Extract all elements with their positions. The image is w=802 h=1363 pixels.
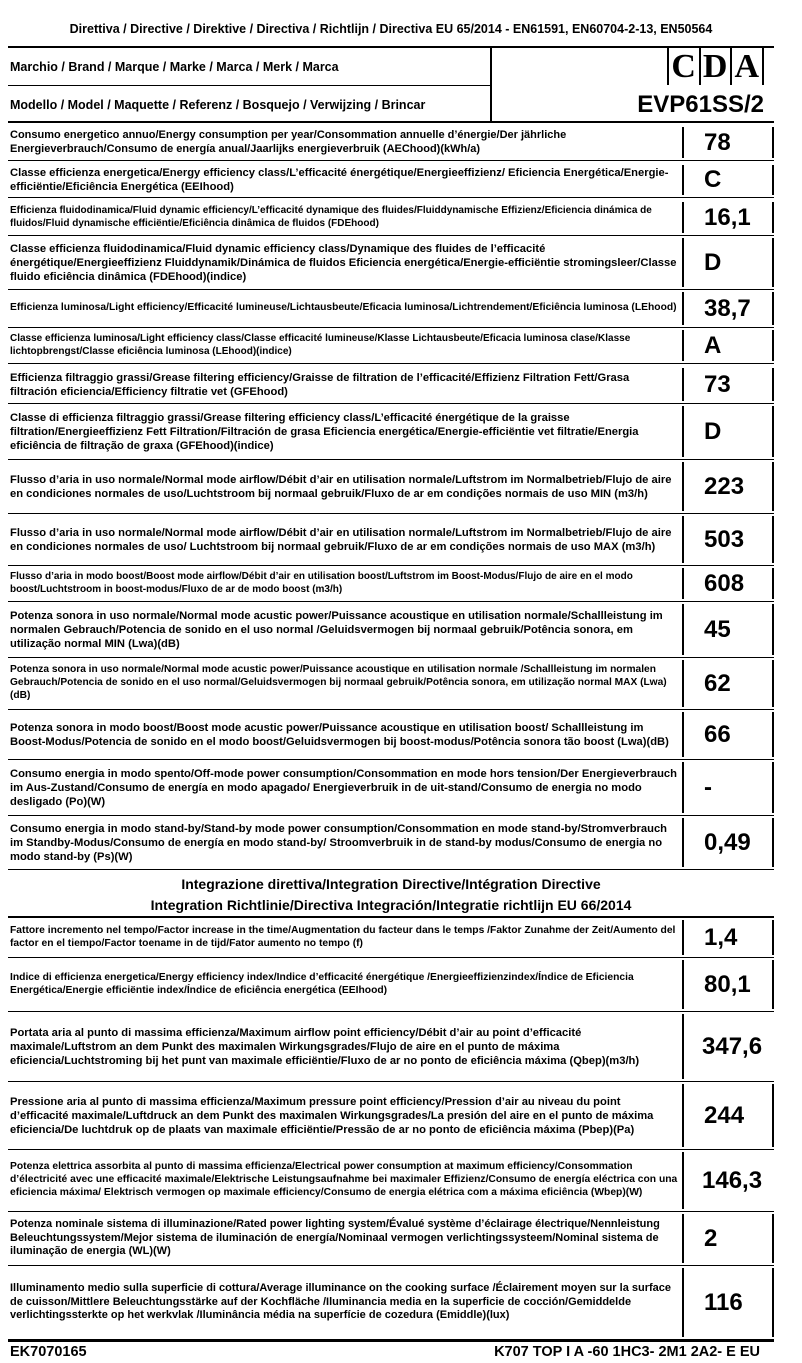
table-row	[8, 236, 774, 290]
row-label: Efficienza fluidodinamica/Fluid dynamic efficiency/L’efficacité dynamique des fluides/Fluiddynamische Effizienz/Eficiencia dinámica de fluidos/Fluid dynamische efficiëntie/Eficiência dinâmica de fluidos (FDEhood)	[10, 205, 652, 229]
table-row	[8, 1082, 774, 1150]
row-label: Classe di efficienza filtraggio grassi/Grease filtering efficiency class/L’efficacité énergétique de la graisse filtration/Energieeffizienz Fett Filtration/Filtración de grasa Eficiencia energética/Energie-efficiëntie vet filtratie/Energia eficiência de filtração de graxa (GFEhood)(indice)	[10, 411, 639, 452]
row-value: 0,49	[682, 818, 774, 867]
row-value: 2	[682, 1214, 774, 1263]
row-value: A	[682, 330, 774, 361]
model-value-cell	[494, 86, 774, 123]
table-row	[8, 710, 774, 760]
row-label: Potenza sonora in uso normale/Normal mode acustic power/Puissance acoustique en utilisation normale /Schallleistung im normalen Gebrauch/Potencia de sonido en el uso normal/Geluidsvermogen bij normaal gebruik/Potência sonora, em utilização normal MAX (Lwa)(dB)	[10, 664, 667, 701]
row-label: Pressione aria al punto di massima efficienza/Maximum pressure point efficiency/Pression d’air au niveau du point d’efficacité maximale/Luftdruck an dem Punkt des maximalen Wirkungsgrades/La presión del aire en el punto de máxima eficiencia/De luchtdruk op de plaats van maximale efficiëntie/Pressão de ar no ponto de eficiência máxima (Pbep)(Pa)	[10, 1095, 654, 1136]
row-value: -	[682, 762, 774, 813]
row-label: Potenza elettrica assorbita al punto di massima efficienza/Electrical power consumption at maximum efficiency/Consommation d’électricité avec une efficacité maximale/Elektrische Leistungsaufnahme bei maximaler Effizienz/Consumo de energía eléctrica con una eficiencia máxima/ Elektrisch vermogen op maximale efficiency/Consumo de energia elétrica com a máxima eficiência (Wbep)(W)	[10, 1161, 678, 1198]
table-row	[8, 958, 774, 1012]
row-value: 66	[682, 712, 774, 757]
brand-model-block	[8, 46, 774, 123]
row-value: 503	[682, 516, 774, 563]
row-value: 146,3	[682, 1152, 774, 1209]
row-value: C	[682, 165, 774, 195]
table-row	[8, 328, 774, 364]
table-row	[8, 760, 774, 816]
row-label: Classe efficienza luminosa/Light efficiency class/Classe efficacité lumineuse/Klasse Lichtausbeute/Eficacia luminosa clase/Klasse lichtopbrengst/Classe eficiência luminosa (LEhood)(indice)	[10, 333, 631, 357]
row-label: Potenza sonora in modo boost/Boost mode acustic power/Puissance acoustique en utilisation boost/ Schallleistung im Boost-Modus/Potencia de sonido en el modo boost/Geluidsvermogen bij boost-modus/Potência sonora tão boost (Lwa)(dB)	[10, 721, 669, 748]
model-label: Modello / Model / Maquette / Referenz / Bosquejo / Verwijzing / Brincar	[8, 86, 492, 123]
row-value: 16,1	[682, 202, 774, 233]
table-row	[8, 1012, 774, 1082]
table-row	[8, 460, 774, 514]
row-value: 608	[682, 568, 774, 599]
energy-label-sheet	[8, 0, 774, 1361]
row-label: Efficienza luminosa/Light efficiency/Efficacité lumineuse/Lichtausbeute/Eficacia luminosa/Lichtrendement/Eficiência luminosa (LEhood)	[10, 302, 677, 314]
footer	[8, 1340, 774, 1363]
row-label: Consumo energia in modo stand-by/Stand-by mode power consumption/Consommation en mode stand-by/Stromverbrauch im Standby-Modus/Consumo de energía en modo stand-by/ Stroomverbruik in de stand-by modus/Consumo de energia no modo stand-by (Ps)(W)	[10, 822, 668, 863]
row-label: Flusso d’aria in modo boost/Boost mode airflow/Débit d’air en utilisation boost/Luftstrom im Boost-Modus/Flujo de aire en el modo boost/Luchtstroom in boost-modus/Fluxo de ar de modo boost (m3/h)	[10, 571, 633, 595]
row-label: Consumo energia in modo spento/Off-mode power consumption/Consommation en mode hors tension/Der Energieverbrauch im Aus-Zustand/Consumo de energía en modo apagado/ Energieverbruik in de uit-stand/Consumo de energia no modo desligado (Po)(W)	[10, 767, 677, 808]
row-label: Illuminamento medio sulla superficie di cottura/Average illuminance on the cooking surface /Éclairement moyen sur la surface de cuisson/Mittlere Beleuchtungsstärke auf der Kochfläche /Iluminancia media en la superficie de cocción/Gemiddelde verlichtingssterkte op het werkvlak /Iluminância média na superfície de cozedura (Emiddle)(lux)	[10, 1281, 672, 1322]
row-label: Potenza sonora in uso normale/Normal mode acustic power/Puissance acoustique en utilisation normale/Schallleistung im normalen Gebrauch/Potencia de sonido en el uso normal /Geluidsvermogen bij normaal gebruik/Potência sonora, em utilização normal MIN (Lwa)(dB)	[10, 609, 663, 650]
row-label: Flusso d’aria in uso normale/Normal mode airflow/Débit d’air en utilisation normale/Luftstrom im Normalbetrieb/Flujo de aire en condiciones normales de uso/Luchtstroom bij normaal gebruik/Fluxo de ar em condições normais de uso MIN (m3/h)	[10, 473, 672, 500]
row-value: 38,7	[682, 292, 774, 325]
table-row	[8, 290, 774, 328]
row-value: 223	[682, 462, 774, 511]
row-value: 1,4	[682, 920, 774, 955]
table-row	[8, 658, 774, 710]
row-value: 73	[682, 368, 774, 401]
table-row	[8, 404, 774, 460]
row-label: Portata aria al punto di massima efficienza/Maximum airflow point efficiency/Débit d’air au point d’efficacité maximale/Luftstrom an dem Punkt des maximalen Wirkungsgrades/Flujo de aire en el punto de máxima eficiencia/Luchtstroming bij het punt van maximale efficiëntie/Fluxo de ar no ponto de eficiência máxima (Qbep)(m3/h)	[10, 1026, 640, 1067]
row-label: Flusso d’aria in uso normale/Normal mode airflow/Débit d’air en utilisation normale/Luftstrom im Normalbetrieb/Flujo de aire en condiciones normales de uso/ Luchtstroom bij normaal gebruik/Fluxo de ar em condições normais de uso MAX (m3/h)	[10, 526, 672, 553]
table-row	[8, 918, 774, 958]
row-value: 62	[682, 660, 774, 707]
footer-model-string: K707 TOP I A -60 1HC3- 2M1 2A2- E EU	[494, 1344, 760, 1360]
table-row	[8, 566, 774, 602]
row-label: Consumo energetico annuo/Energy consumption per year/Consommation annuelle d’énergie/Der jährliche Energieverbrauch/Consumo de energía anual/Jaarlijks energieverbruik (AEChood)(kWh/a)	[10, 128, 567, 155]
table-row	[8, 125, 774, 161]
row-value: 116	[682, 1268, 774, 1337]
directive-header: Direttiva / Directive / Direktive / Directiva / Richtlijn / Directiva EU 65/2014 - EN61591, EN60704-2-13, EN50564	[69, 22, 713, 36]
table-row	[8, 602, 774, 658]
table-row	[8, 1150, 774, 1212]
integration-directive-heading	[8, 874, 774, 918]
row-value: 347,6	[682, 1014, 774, 1079]
logo-letter: A	[730, 48, 764, 85]
row-value: 45	[682, 604, 774, 655]
row-label: Indice di efficienza energetica/Energy efficiency index/Indice d’efficacité énergétique /Energieeffizienzindex/Índice de Eficiencia Energética/Energie efficiëntie index/Índice de eficiência energética (EEIhood)	[10, 971, 634, 996]
table-row	[8, 1266, 774, 1340]
table-row	[8, 1212, 774, 1266]
row-value: D	[682, 238, 774, 287]
table-row	[8, 163, 774, 198]
row-label: Fattore incremento nel tempo/Factor increase in the time/Augmentation du facteur dans le temps /Faktor Zunahme der Zeit/Aumento del factor en el tiempo/Factor toename in de tijd/Fator aumento no tempo (f)	[10, 924, 676, 949]
row-label: Efficienza filtraggio grassi/Grease filtering efficiency/Graisse de filtration de l’efficacité/Effizienz Filtration Fett/Grasa filtración eficiencia/Efficiency filtratie vet (GFEhood)	[10, 371, 630, 398]
table-row	[8, 816, 774, 870]
cda-logo	[667, 48, 764, 86]
model-value: EVP61SS/2	[637, 90, 764, 118]
footer-code: EK7070165	[10, 1344, 87, 1360]
row-label: Potenza nominale sistema di illuminazione/Rated power lighting system/Évalué système d’éclairage électrique/Nennleistung Beleuchtungssystem/Mejor sistema de iluminación de energía/Nominaal vermogen verlichtingssysteem/Nominal sistema de iluminação de energia (WL)(W)	[10, 1217, 660, 1258]
row-value: 78	[682, 127, 774, 158]
brand-logo	[494, 48, 774, 86]
table-row	[8, 366, 774, 404]
row-value: D	[682, 406, 774, 457]
row-label: Classe efficienza fluidodinamica/Fluid dynamic efficiency class/Dynamique des fluides de l’efficacité énergétique/Energieeffizienz Fluiddynamik/Dinámica de fluidos Eficiencia energética/Energie-efficiëntie stromingsleer/Classe fluido eficiência dinâmica (FDEhood)(indice)	[10, 242, 677, 283]
row-label: Classe efficienza energetica/Energy efficiency class/L’efficacité énergétique/Energieeffizienz/ Eficiencia Energética/Energie-efficiëntie/Eficiência Energética (EEIhood)	[10, 167, 669, 193]
row-value: 80,1	[682, 960, 774, 1009]
table-row	[8, 514, 774, 566]
logo-letter: C	[667, 48, 699, 85]
integration-line-2: Integration Richtlinie/Directiva Integración/Integratie richtlijn EU 66/2014	[150, 897, 632, 913]
integration-line-1: Integrazione direttiva/Integration Directive/Intégration Directive	[181, 876, 601, 892]
table-row	[8, 200, 774, 236]
brand-label: Marchio / Brand / Marque / Marke / Marca / Merk / Marca	[8, 48, 492, 86]
logo-letter: D	[699, 48, 731, 85]
row-value: 244	[682, 1084, 774, 1147]
